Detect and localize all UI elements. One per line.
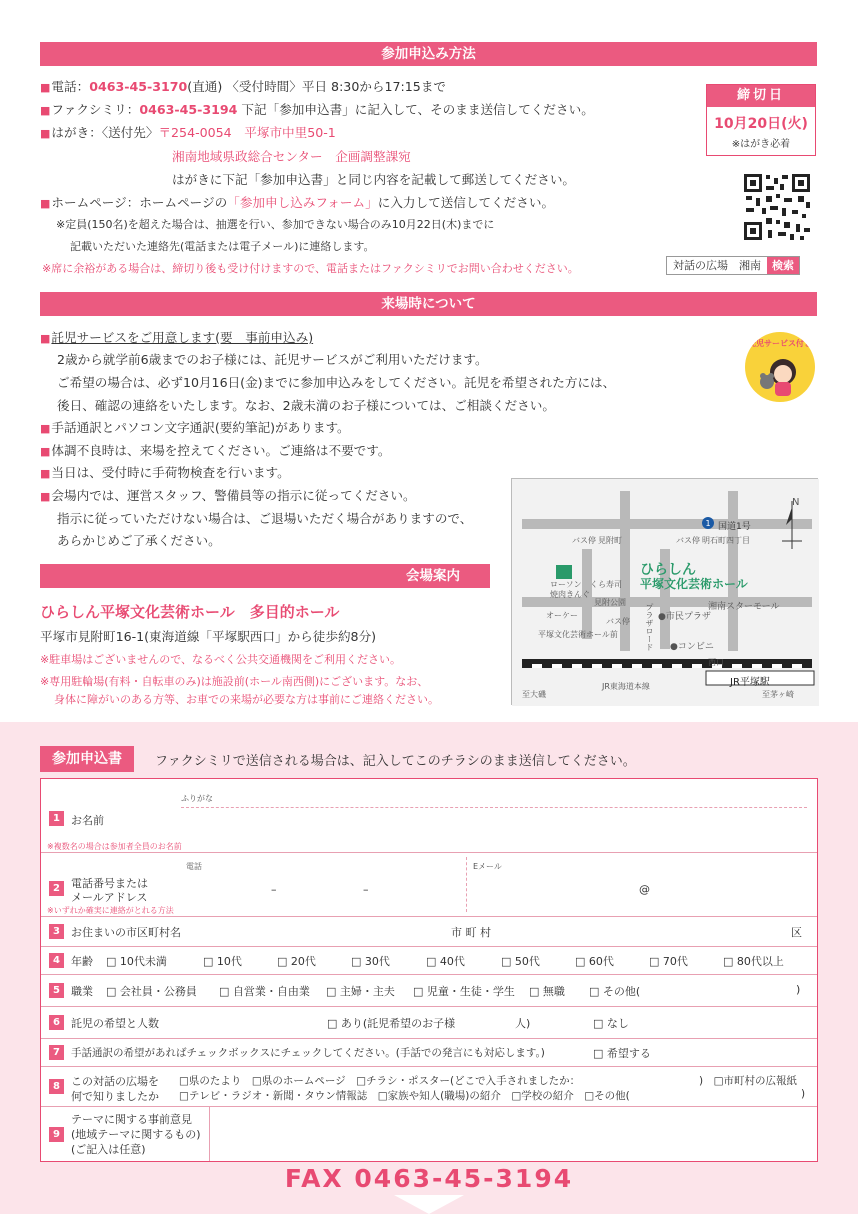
sign-option[interactable]: □ 希望する <box>593 1047 651 1060</box>
apply-post: ■はがき：〈送付先〉〒254-0054 平塚市中里50-1 <box>40 125 336 140</box>
map-bus3: バス停 <box>606 617 630 626</box>
visit-line-8: ■会場内では、運営スタッフ、警備員等の指示に従ってください。 <box>40 488 416 503</box>
visit-line-2: 2歳から就学前6歳までのお子様には、託児サービスがご利用いただけます。 <box>57 352 488 367</box>
down-arrow-icon <box>394 1195 464 1214</box>
apply-post-addressee: 湘南地域県政総合センター 企画調整課宛 <box>172 149 411 164</box>
form-subtitle: ファクシミリで送信される場合は、記入してこのチラシのまま送信してください。 <box>155 754 636 769</box>
deadline-note: ※はがき必着 <box>731 139 791 150</box>
job-option-close: ) <box>796 983 801 996</box>
form-row-sign[interactable] <box>41 1039 817 1067</box>
source-label-a: この対話の広場を <box>71 1075 159 1088</box>
source-options-1[interactable]: □県のたより □県のホームページ □チラシ・ポスター(どこで入手されましたか： <box>179 1075 581 1087</box>
childcare-label: 託児の希望と人数 <box>71 1017 159 1030</box>
contact-note: ※いずれか確実に連絡がとれる方法 <box>47 906 174 915</box>
apply-web: ■ホームページ：ホームページの「参加申し込みフォーム」に入力して送信してください。 <box>40 195 555 210</box>
age-option-0[interactable]: □ 10代未満 <box>106 955 167 968</box>
visit-childcare: ■託児サービスをご用意します(要 事前申込み) <box>40 330 314 345</box>
section-header-venue: 会場案内 <box>40 564 490 588</box>
map-conveni: ●コンビニ <box>670 642 714 652</box>
row-number-6: 6 <box>49 1015 64 1030</box>
venue-note-1: ※駐車場はございませんので、なるべく公共交通機関をご利用ください。 <box>40 653 401 666</box>
name-note: ※複数名の場合は参加者全員のお名前 <box>47 842 182 851</box>
form-row-city[interactable] <box>41 917 817 947</box>
map-kura: くら寿司 <box>590 580 622 589</box>
email-at: @ <box>639 883 650 896</box>
row-number-7: 7 <box>49 1045 64 1060</box>
visit-line-6: ■体調不良時は、来場を控えてください。ご連絡は不要です。 <box>40 443 391 458</box>
age-option-1[interactable]: □ 10代 <box>203 955 242 968</box>
visit-line-5: ■手話通訳とパソコン文字通訳(要約筆記)があります。 <box>40 420 350 435</box>
childcare-badge <box>745 332 815 402</box>
deadline-header: 締切日 <box>707 85 815 107</box>
contact-label-b: メールアドレス <box>71 891 148 904</box>
map-bus1: バス停 <box>572 536 596 545</box>
opinion-label-c: (ご記入は任意) <box>71 1143 146 1156</box>
map-route1: 国道1号 <box>718 522 751 532</box>
opinion-label-b: (地域テーマに関するもの) <box>71 1128 201 1141</box>
source-options-1b[interactable]: ) □市町村の広報紙 <box>699 1075 798 1087</box>
job-option-1[interactable]: □ 自営業・自由業 <box>219 985 310 998</box>
opinion-label-a: テーマに関する事前意見 <box>71 1113 192 1126</box>
map-akashi: 明石町四丁目 <box>702 536 750 545</box>
job-option-5[interactable]: □ その他( <box>589 985 641 998</box>
map-hall-brand: ひらしん <box>640 562 696 578</box>
tel-dash-2: – <box>363 883 369 896</box>
section-header-visit: 来場時について <box>40 292 817 316</box>
childcare-unit: 人) <box>515 1017 531 1030</box>
row-number-1: 1 <box>49 811 64 826</box>
map-hall-name: 平塚文化芸術ホール <box>640 577 748 591</box>
job-option-3[interactable]: □ 児童・生徒・学生 <box>413 985 515 998</box>
form-row-childcare[interactable] <box>41 1007 817 1039</box>
apply-note-3: ※席に余裕がある場合は、締切り後も受け付けますので、電話またはファクシミリでお問い合わせください。 <box>42 262 579 275</box>
name-label: お名前 <box>71 814 104 827</box>
source-options-2[interactable]: □テレビ・ラジオ・新聞・タウン情報誌 □家族や知人(職場)の紹介 □学校の紹介 □その他( <box>179 1090 630 1102</box>
deadline-date: 10月20日(火) <box>714 116 808 132</box>
row-number-9: 9 <box>49 1127 64 1142</box>
row-number-3: 3 <box>49 924 64 939</box>
age-option-5[interactable]: □ 50代 <box>501 955 540 968</box>
deadline-box <box>706 84 816 156</box>
map-to-oiso: 至大磯 <box>522 690 546 699</box>
city-label: お住まいの市区町村名 <box>71 926 181 939</box>
age-option-8[interactable]: □ 80代以上 <box>723 955 784 968</box>
age-option-2[interactable]: □ 20代 <box>277 955 316 968</box>
map-jr-line: JR東海道本線 <box>602 682 650 691</box>
map-north: N <box>792 497 800 508</box>
map-okay: オーケー <box>546 611 578 620</box>
visit-line-4: 後日、確認の連絡をいたします。なお、2歳未満のお子様については、ご相談ください。 <box>57 398 555 413</box>
job-label: 職業 <box>71 985 93 998</box>
row-number-4: 4 <box>49 953 64 968</box>
visit-line-10: あらかじめご了承ください。 <box>57 533 221 548</box>
map-shimin: ●市民プラザ <box>658 612 711 622</box>
apply-note-1: ※定員(150名)を超えた場合は、抽選を行い、参加できない場合のみ10月22日(木)までに <box>56 218 495 231</box>
venue-note-2: ※専用駐輪場(有料・自転車のみ)は施設前(ホール南西側)にございます。なお、 <box>40 675 429 688</box>
map-jr-station: JR平塚駅 <box>730 677 770 688</box>
city-suffix: 市 町 村 <box>451 926 491 939</box>
section-header-apply: 参加申込み方法 <box>40 42 817 66</box>
map-bus-hall: 平塚文化芸術ホール前 <box>538 630 618 639</box>
search-button[interactable]: 検索 <box>767 257 799 274</box>
source-label-b: 何で知りましたか <box>71 1090 159 1103</box>
job-option-2[interactable]: □ 主婦・主夫 <box>326 985 395 998</box>
form-row-source[interactable] <box>41 1067 817 1107</box>
map-yakiniku: 焼肉きんぐ <box>550 590 590 599</box>
row-number-2: 2 <box>49 881 64 896</box>
badge-text: 託児サービス付き <box>748 339 812 348</box>
form-row-contact[interactable] <box>41 853 817 917</box>
apply-post-note: はがきに下記「参加申込書」と同じ内容を記載して郵送してください。 <box>172 172 575 187</box>
visit-line-3: ご希望の場合は、必ず10月16日(金)までに参加申込みをしてください。託児を希望された方には、 <box>57 375 616 390</box>
source-options-2b: ) <box>801 1088 806 1100</box>
email-small-label: Eメール <box>473 862 502 871</box>
age-option-4[interactable]: □ 40代 <box>426 955 465 968</box>
map-nishiguchi: 西口 <box>708 658 724 667</box>
venue-name: ひらしん平塚文化芸術ホール 多目的ホール <box>40 603 340 621</box>
map-plaza-road: プラザロード <box>645 603 654 651</box>
ward-suffix: 区 <box>791 926 802 939</box>
form-row-name[interactable] <box>41 779 817 853</box>
qr-code[interactable] <box>742 172 812 242</box>
age-option-3[interactable]: □ 30代 <box>351 955 390 968</box>
search-query: 対話の広場 湘南 <box>673 259 761 272</box>
childcare-yes[interactable]: □ あり(託児希望のお子様 <box>327 1017 456 1030</box>
apply-fax: ■ファクシミリ：0463-45-3194 下記「参加申込書」に記入して、そのまま送信してください。 <box>40 102 594 117</box>
map-mitsuke-park: 見附公園 <box>594 598 626 607</box>
map-lawson: ローソン <box>550 580 582 589</box>
row-number-5: 5 <box>49 983 64 998</box>
venue-address: 平塚市見附町16-1(東海道線「平塚駅西口」から徒歩約8分) <box>40 629 377 644</box>
form-row-opinion[interactable] <box>41 1107 817 1161</box>
map-shonan-mall: 湘南スターモール <box>708 602 780 612</box>
job-option-0[interactable]: □ 会社員・公務員 <box>106 985 197 998</box>
map-to-chigasaki: 至茅ヶ崎 <box>762 690 794 699</box>
tel-dash-1: – <box>271 883 277 896</box>
form-row-job[interactable] <box>41 975 817 1007</box>
search-box[interactable] <box>666 256 800 275</box>
venue-note-3: 身体に障がいのある方等、お車での来場が必要な方は事前にご連絡ください。 <box>54 693 439 706</box>
fax-footer: FAX 0463-45-3194 <box>284 1164 574 1193</box>
childcare-no[interactable]: □ なし <box>593 1017 629 1030</box>
tel-small-label: 電話 <box>186 862 202 871</box>
job-option-4[interactable]: □ 無職 <box>529 985 565 998</box>
age-option-6[interactable]: □ 60代 <box>575 955 614 968</box>
row-number-8: 8 <box>49 1079 64 1094</box>
venue-map <box>511 478 818 705</box>
contact-label-a: 電話番号または <box>71 877 148 890</box>
visit-line-7: ■当日は、受付時に手荷物検査を行います。 <box>40 465 290 480</box>
age-option-7[interactable]: □ 70代 <box>649 955 688 968</box>
map-mitsuke: 見附町 <box>598 536 622 545</box>
visit-line-9: 指示に従っていただけない場合は、ご退場いただく場合がありますので、 <box>57 511 473 526</box>
apply-note-2: 記載いただいた連絡先(電話または電子メール)に連絡します。 <box>70 240 375 253</box>
form-title: 参加申込書 <box>40 746 134 772</box>
svg-text:1: 1 <box>705 519 711 528</box>
furigana-label: ふりがな <box>181 794 213 803</box>
application-form <box>40 778 818 1162</box>
age-label: 年齢 <box>71 955 93 968</box>
sign-label: 手話通訳の希望があればチェックボックスにチェックしてください。(手話での発言にも対応します。) <box>71 1047 545 1059</box>
apply-tel: ■電話：0463-45-3170(直通) 〈受付時間〉平日 8:30から17:15まで <box>40 79 447 94</box>
form-row-age[interactable] <box>41 947 817 975</box>
map-bus2: バス停 <box>676 536 700 545</box>
